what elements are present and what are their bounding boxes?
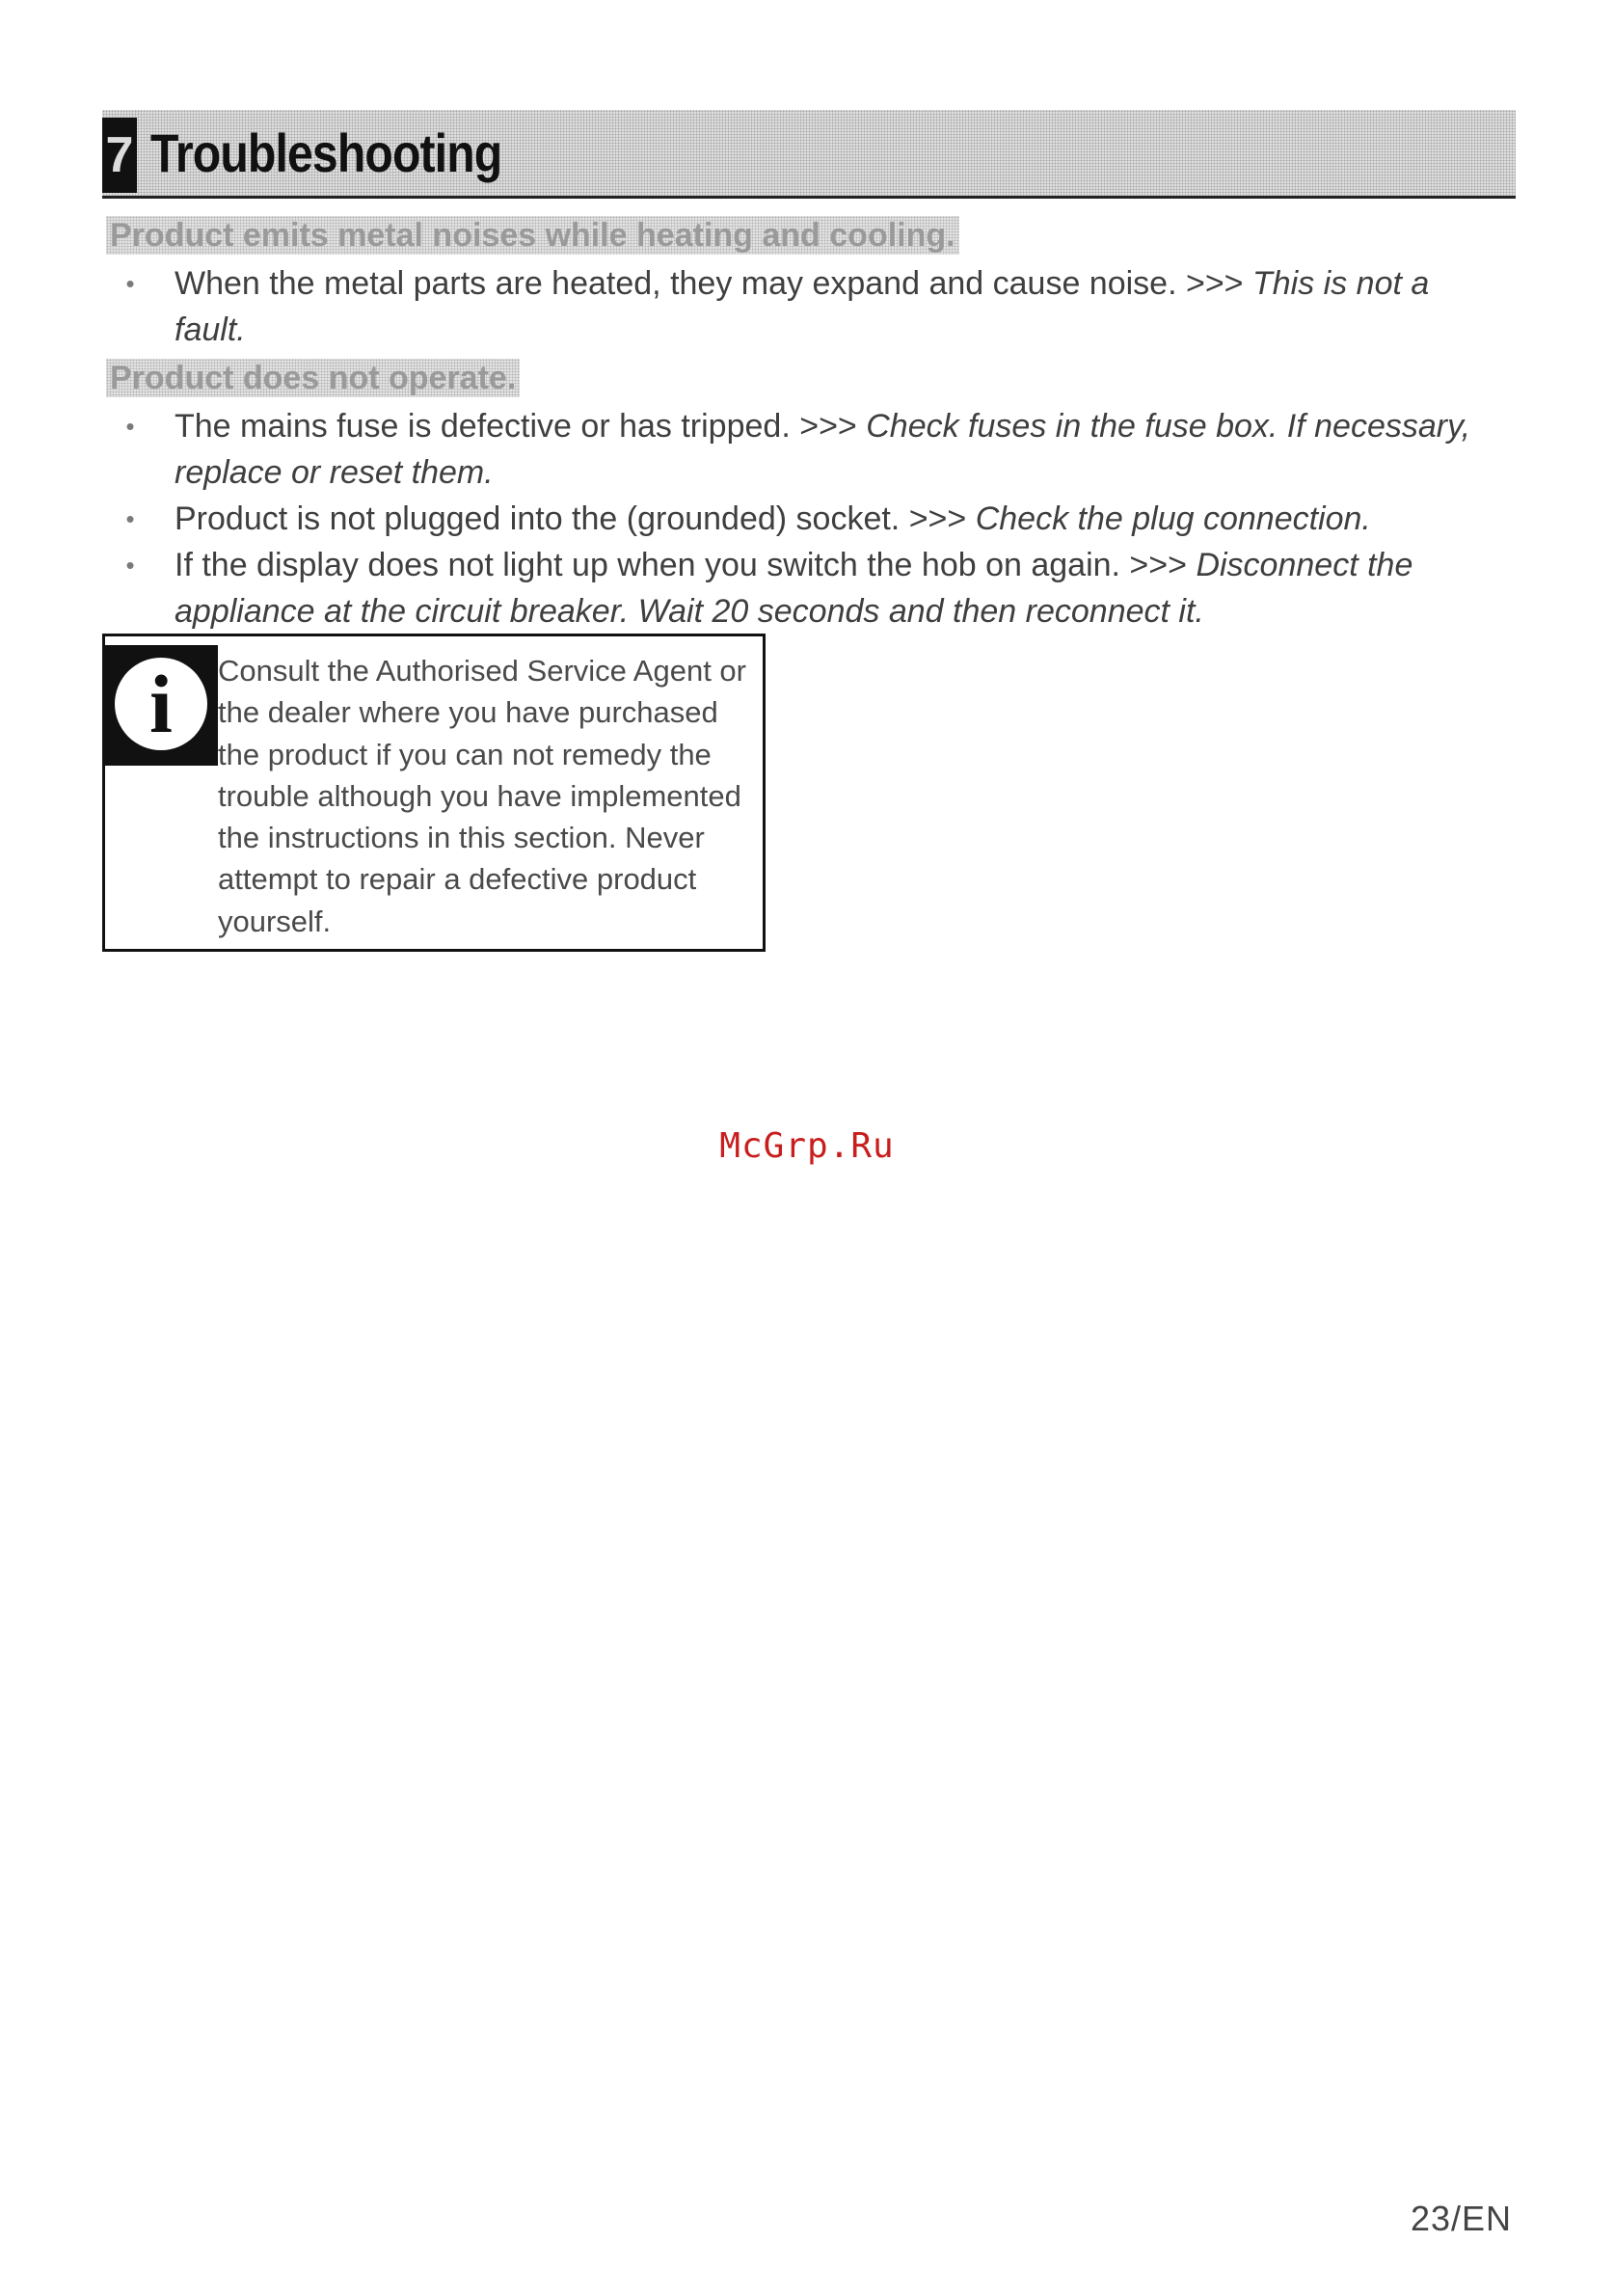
solution-text: Disconnect the appliance at the circuit breaker. Wait 20 seconds and then reconnect it. xyxy=(175,547,1413,630)
watermark-link[interactable]: McGrp.Ru xyxy=(719,1126,895,1166)
list-item-text xyxy=(175,403,1485,496)
section-heading-does-not-operate: Product does not operate. xyxy=(106,359,520,397)
solution-text: This is not a fault. xyxy=(175,265,1430,348)
info-note-box xyxy=(102,634,766,952)
bullet-icon: • xyxy=(125,551,135,580)
chapter-header xyxy=(102,110,1516,199)
page-number: 23/EN xyxy=(1410,2199,1512,2238)
problem-text: When the metal parts are heated, they may expand and cause noise. >>> xyxy=(175,265,1252,302)
info-icon xyxy=(105,645,218,766)
problem-text: Product is not plugged into the (grounded) socket. >>> xyxy=(175,500,976,537)
info-note-text: Consult the Authorised Service Agent or the dealer where you have purchased the product if you can not remedy the trouble although you have implemented the instructions in this section. Never attempt to repair a defective product yourself. xyxy=(218,654,746,938)
bullet-icon: • xyxy=(125,504,135,533)
list-item-text xyxy=(175,542,1485,635)
bullet-icon: • xyxy=(125,412,135,441)
problem-text: The mains fuse is defective or has tripped. >>> xyxy=(175,408,867,445)
list-item xyxy=(116,260,1485,353)
section-heading-metal-noises: Product emits metal noises while heating and cooling. xyxy=(106,216,959,255)
info-icon-glyph: i xyxy=(115,658,207,750)
list-item-text xyxy=(175,260,1485,353)
list-item xyxy=(116,403,1485,496)
chapter-number: 7 xyxy=(102,118,137,193)
list-item xyxy=(116,542,1485,635)
bullet-icon: • xyxy=(125,269,135,298)
solution-text: Check fuses in the fuse box. If necessary, replace or reset them. xyxy=(175,408,1471,491)
list-item-text xyxy=(175,496,1485,542)
list-item xyxy=(116,496,1485,542)
chapter-title: Troubleshooting xyxy=(150,122,502,183)
problem-text: If the display does not light up when you switch the hob on again. >>> xyxy=(175,547,1197,583)
solution-text: Check the plug connection. xyxy=(975,500,1371,537)
